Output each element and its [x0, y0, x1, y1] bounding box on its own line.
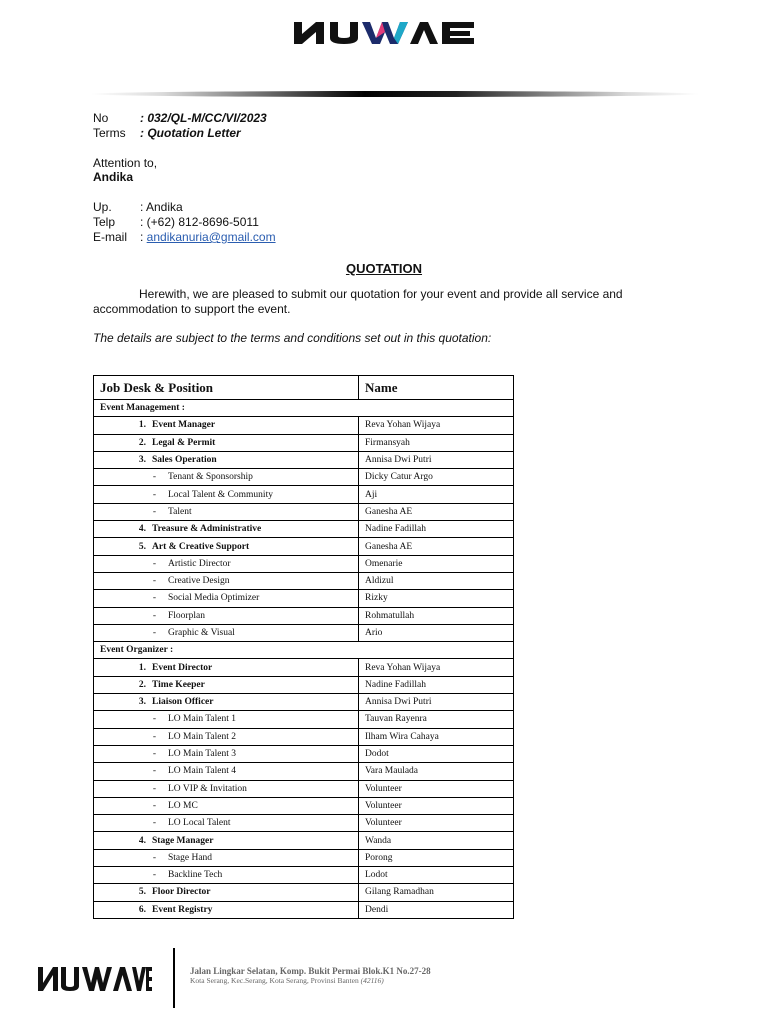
position-cell	[94, 572, 359, 589]
person-name-cell: Nadine Fadillah	[359, 521, 514, 538]
position-cell	[94, 503, 359, 520]
table-row	[94, 780, 514, 797]
position-label: Social Media Optimizer	[168, 593, 260, 604]
table-row	[94, 659, 514, 676]
person-name-cell: Rohmatullah	[359, 607, 514, 624]
person-name-cell: Porong	[359, 849, 514, 866]
position-label: LO MC	[168, 800, 198, 811]
person-name-cell: Dicky Catur Argo	[359, 469, 514, 486]
position-cell	[94, 538, 359, 555]
person-name-cell: Volunteer	[359, 780, 514, 797]
position-label: LO Main Talent 4	[168, 766, 237, 777]
footer-divider	[173, 948, 175, 1008]
section-label: Event Management :	[94, 400, 514, 417]
header-logo	[292, 22, 476, 50]
person-name-cell: Omenarie	[359, 555, 514, 572]
up-line	[93, 200, 183, 215]
recipient-name: Andika	[93, 170, 134, 184]
table-row	[94, 417, 514, 434]
item-bullet: -	[152, 576, 156, 587]
person-name-cell: Aji	[359, 486, 514, 503]
table-row	[94, 434, 514, 451]
item-bullet: -	[152, 628, 156, 638]
item-number: 5.	[138, 541, 146, 552]
position-label: LO Main Talent 2	[168, 731, 237, 742]
position-label: Talent	[168, 506, 192, 517]
table-row	[94, 832, 514, 849]
person-name-cell: Lodot	[359, 867, 514, 884]
person-name-cell: Gilang Ramadhan	[359, 884, 514, 901]
position-label: Legal & Permit	[152, 437, 216, 448]
table-row	[94, 538, 514, 555]
terms-line	[93, 126, 241, 141]
item-number: 2.	[138, 679, 146, 690]
terms-value: : Quotation Letter	[140, 126, 241, 140]
item-bullet: -	[152, 800, 156, 811]
item-bullet: -	[152, 610, 156, 621]
position-label: Liaison Officer	[152, 697, 214, 708]
no-label: No	[93, 111, 109, 125]
position-label: Tenant & Sponsorship	[168, 472, 253, 483]
person-name-cell: Reva Yohan Wijaya	[359, 417, 514, 434]
terms-note: The details are subject to the terms and conditions set out in this quotation:	[93, 331, 492, 345]
intro-text: Herewith, we are pleased to submit our quotation for your event and provide all service and accommodation to support the event.	[93, 287, 623, 316]
intro-paragraph	[93, 287, 653, 317]
address-postal: (42116)	[360, 976, 384, 985]
position-cell	[94, 711, 359, 728]
table-row	[94, 728, 514, 745]
position-cell	[94, 555, 359, 572]
position-label: Creative Design	[168, 576, 230, 587]
position-cell	[94, 469, 359, 486]
address-line-2	[190, 976, 431, 985]
position-label: Time Keeper	[152, 679, 205, 690]
telp-line	[93, 215, 259, 230]
table-row	[94, 815, 514, 832]
item-number: 1.	[138, 662, 146, 673]
item-bullet: -	[152, 558, 156, 569]
header-divider	[90, 91, 700, 97]
position-label: Stage Hand	[168, 852, 213, 863]
item-bullet: -	[152, 870, 156, 881]
table-section-row	[94, 400, 514, 417]
position-label: Graphic & Visual	[168, 628, 235, 638]
item-bullet: -	[152, 852, 156, 863]
position-cell	[94, 728, 359, 745]
terms-label: Terms	[93, 126, 126, 140]
table-row	[94, 745, 514, 762]
position-cell	[94, 797, 359, 814]
position-label: LO VIP & Invitation	[168, 783, 247, 794]
item-number: 6.	[138, 904, 146, 915]
position-cell	[94, 849, 359, 866]
email-link[interactable]: andikanuria@gmail.com	[146, 230, 276, 244]
telp-value: : (+62) 812-8696-5011	[140, 215, 259, 229]
table-row	[94, 572, 514, 589]
item-bullet: -	[152, 783, 156, 794]
up-label: Up.	[93, 200, 112, 214]
position-cell	[94, 521, 359, 538]
address-line-1: Jalan Lingkar Selatan, Komp. Bukit Permai Blok.K1 No.27-28	[190, 966, 431, 976]
item-bullet: -	[152, 506, 156, 517]
footer-logo	[38, 963, 152, 995]
position-label: Local Talent & Community	[168, 489, 273, 500]
item-number: 3.	[138, 455, 146, 466]
position-cell	[94, 451, 359, 468]
footer-address	[190, 966, 431, 985]
person-name-cell: Firmansyah	[359, 434, 514, 451]
person-name-cell: Volunteer	[359, 815, 514, 832]
person-name-cell: Rizky	[359, 590, 514, 607]
job-desk-table	[93, 375, 514, 919]
person-name-cell: Vara Maulada	[359, 763, 514, 780]
item-number: 1.	[138, 420, 146, 431]
position-cell	[94, 676, 359, 693]
column-header-name: Name	[359, 376, 514, 400]
table-row	[94, 469, 514, 486]
position-cell	[94, 763, 359, 780]
nuwave-footer-logo	[38, 963, 152, 995]
table-row	[94, 676, 514, 693]
email-line	[93, 230, 276, 245]
item-bullet: -	[152, 593, 156, 604]
position-cell	[94, 780, 359, 797]
position-cell	[94, 867, 359, 884]
position-label: Floor Director	[152, 887, 211, 898]
position-label: LO Main Talent 3	[168, 749, 237, 760]
position-cell	[94, 624, 359, 641]
item-bullet: -	[152, 472, 156, 483]
item-number: 3.	[138, 697, 146, 708]
position-label: LO Main Talent 1	[168, 714, 237, 725]
letter-number: : 032/QL-M/CC/VI/2023	[140, 111, 267, 125]
position-label: Sales Operation	[152, 455, 217, 466]
person-name-cell: Aldizul	[359, 572, 514, 589]
person-name-cell: Ilham Wira Cahaya	[359, 728, 514, 745]
position-cell	[94, 590, 359, 607]
position-label: Backline Tech	[168, 870, 223, 881]
attention-to: Attention to,	[93, 156, 158, 170]
person-name-cell: Ganesha AE	[359, 538, 514, 555]
position-cell	[94, 694, 359, 711]
table-row	[94, 694, 514, 711]
table-row	[94, 521, 514, 538]
person-name-cell: Annisa Dwi Putri	[359, 694, 514, 711]
document-title: QUOTATION	[345, 261, 423, 276]
position-label: Treasure & Administrative	[152, 524, 262, 535]
item-bullet: -	[152, 749, 156, 760]
person-name-cell: Nadine Fadillah	[359, 676, 514, 693]
position-cell	[94, 486, 359, 503]
table-row	[94, 849, 514, 866]
position-cell	[94, 434, 359, 451]
position-cell	[94, 607, 359, 624]
telp-label: Telp	[93, 215, 116, 229]
person-name-cell: Wanda	[359, 832, 514, 849]
person-name-cell: Ganesha AE	[359, 503, 514, 520]
person-name-cell: Tauvan Rayenra	[359, 711, 514, 728]
position-cell	[94, 417, 359, 434]
letter-number-line	[93, 111, 267, 126]
position-cell	[94, 901, 359, 918]
table-section-row	[94, 642, 514, 659]
table-row	[94, 486, 514, 503]
position-label: Event Director	[152, 662, 213, 673]
item-bullet: -	[152, 731, 156, 742]
up-value: : Andika	[140, 200, 183, 214]
position-label: Artistic Director	[168, 558, 231, 569]
email-prefix: :	[140, 230, 147, 244]
item-bullet: -	[152, 818, 156, 829]
position-label: Stage Manager	[152, 835, 214, 846]
address-city: Kota Serang, Kec.Serang, Kota Serang, Provinsi Banten	[190, 976, 361, 985]
position-cell	[94, 815, 359, 832]
table-row	[94, 607, 514, 624]
position-cell	[94, 659, 359, 676]
item-bullet: -	[152, 489, 156, 500]
table-row	[94, 797, 514, 814]
item-bullet: -	[152, 714, 156, 725]
item-bullet: -	[152, 766, 156, 777]
table-row	[94, 711, 514, 728]
position-label: Event Manager	[152, 420, 216, 431]
person-name-cell: Dendi	[359, 901, 514, 918]
section-label: Event Organizer :	[94, 642, 514, 659]
person-name-cell: Volunteer	[359, 797, 514, 814]
email-label: E-mail	[93, 230, 128, 244]
table-row	[94, 624, 514, 641]
table-row	[94, 590, 514, 607]
person-name-cell: Dodot	[359, 745, 514, 762]
item-number: 2.	[138, 437, 146, 448]
position-label: Floorplan	[168, 610, 205, 621]
position-cell	[94, 884, 359, 901]
item-number: 5.	[138, 887, 146, 898]
item-number: 4.	[138, 835, 146, 846]
column-header-job-desk: Job Desk & Position	[94, 376, 359, 400]
position-label: Art & Creative Support	[152, 541, 250, 552]
table-header-row	[94, 376, 514, 400]
table-row	[94, 884, 514, 901]
table-row	[94, 901, 514, 918]
position-cell	[94, 832, 359, 849]
nuwave-logo-mark	[292, 22, 476, 50]
person-name-cell: Ario	[359, 624, 514, 641]
item-number: 4.	[138, 524, 146, 535]
table-row	[94, 867, 514, 884]
position-label: Event Registry	[152, 904, 213, 915]
table-row	[94, 503, 514, 520]
position-cell	[94, 745, 359, 762]
table-body	[94, 400, 514, 919]
table-row	[94, 763, 514, 780]
table-row	[94, 555, 514, 572]
table-row	[94, 451, 514, 468]
person-name-cell: Annisa Dwi Putri	[359, 451, 514, 468]
person-name-cell: Reva Yohan Wijaya	[359, 659, 514, 676]
position-label: LO Local Talent	[168, 818, 231, 829]
